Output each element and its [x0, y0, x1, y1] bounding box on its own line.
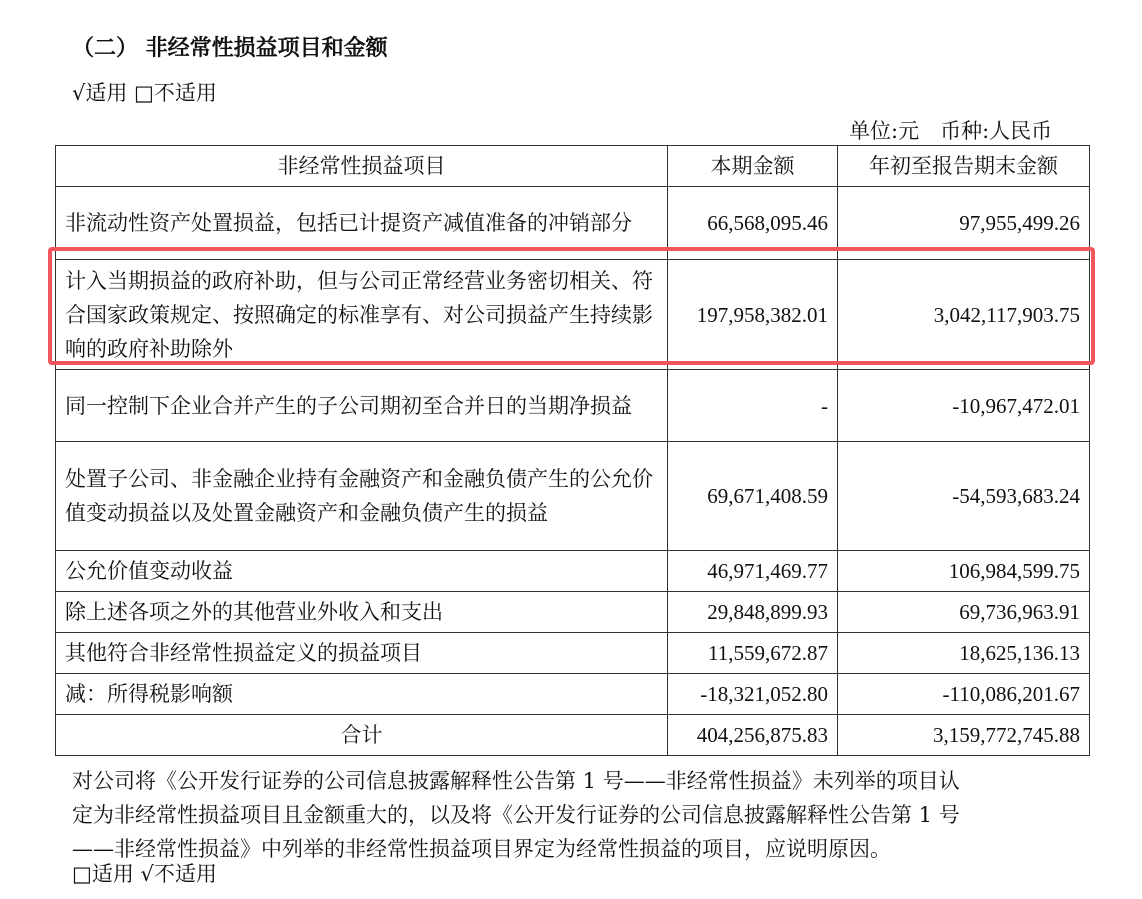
- row-item: 公允价值变动收益: [56, 551, 668, 592]
- row-ytd-amount: 3,042,117,903.75: [838, 260, 1090, 370]
- table-total-row: [56, 715, 1090, 756]
- table-row: [56, 592, 1090, 633]
- row-current-amount: 197,958,382.01: [668, 260, 838, 370]
- table-row: [56, 260, 1090, 370]
- row-ytd-amount: -54,593,683.24: [838, 442, 1090, 551]
- total-ytd-amount: 3,159,772,745.88: [838, 715, 1090, 756]
- row-ytd-amount: 18,625,136.13: [838, 633, 1090, 674]
- note-line: ——非经常性损益》中列举的非经常性损益项目界定为经常性损益的项目，应说明原因。: [72, 837, 891, 861]
- table-header-row: [56, 146, 1090, 187]
- row-current-amount: -: [668, 370, 838, 442]
- row-current-amount: 11,559,672.87: [668, 633, 838, 674]
- row-item: 其他符合非经常性损益定义的损益项目: [56, 633, 668, 674]
- table-row: [56, 551, 1090, 592]
- applicable-checkbox-line-2: □适用 √不适用: [72, 862, 217, 886]
- row-ytd-amount: 106,984,599.75: [838, 551, 1090, 592]
- note-line: 定为非经常性损益项目且金额重大的，以及将《公开发行证券的公司信息披露解释性公告第 1 号: [72, 803, 960, 827]
- row-item: 除上述各项之外的其他营业外收入和支出: [56, 592, 668, 633]
- row-item: 减：所得税影响额: [56, 674, 668, 715]
- section-title: （二） 非经常性损益项目和金额: [72, 35, 388, 61]
- applicable-checkbox-line: √适用 □不适用: [72, 81, 217, 105]
- row-ytd-amount: -10,967,472.01: [838, 370, 1090, 442]
- row-current-amount: 69,671,408.59: [668, 442, 838, 551]
- unit-currency-label: 单位:元 币种:人民币: [849, 119, 1053, 143]
- row-item: 处置子公司、非金融企业持有金融资产和金融负债产生的公允价值变动损益以及处置金融资产和金融负债产生的损益: [56, 442, 668, 551]
- row-ytd-amount: 97,955,499.26: [838, 187, 1090, 260]
- table-row: [56, 370, 1090, 442]
- row-ytd-amount: 69,736,963.91: [838, 592, 1090, 633]
- total-current-amount: 404,256,875.83: [668, 715, 838, 756]
- table-row: [56, 633, 1090, 674]
- header-ytd-amount: 年初至报告期末金额: [838, 146, 1090, 187]
- table-row: [56, 187, 1090, 260]
- row-item: 同一控制下企业合并产生的子公司期初至合并日的当期净损益: [56, 370, 668, 442]
- header-item: 非经常性损益项目: [56, 146, 668, 187]
- row-ytd-amount: -110,086,201.67: [838, 674, 1090, 715]
- note-line: 对公司将《公开发行证券的公司信息披露解释性公告第 1 号——非经常性损益》未列举的项目认: [72, 769, 960, 793]
- total-label: 合计: [56, 715, 668, 756]
- row-current-amount: 29,848,899.93: [668, 592, 838, 633]
- explanation-note: [72, 764, 960, 866]
- row-current-amount: 66,568,095.46: [668, 187, 838, 260]
- table-row: [56, 674, 1090, 715]
- row-current-amount: -18,321,052.80: [668, 674, 838, 715]
- non-recurring-items-table: [55, 145, 1090, 756]
- row-current-amount: 46,971,469.77: [668, 551, 838, 592]
- row-item: 计入当期损益的政府补助，但与公司正常经营业务密切相关、符合国家政策规定、按照确定的标准享有、对公司损益产生持续影响的政府补助除外: [56, 260, 668, 370]
- row-item: 非流动性资产处置损益，包括已计提资产减值准备的冲销部分: [56, 187, 668, 260]
- header-current-amount: 本期金额: [668, 146, 838, 187]
- table-row: [56, 442, 1090, 551]
